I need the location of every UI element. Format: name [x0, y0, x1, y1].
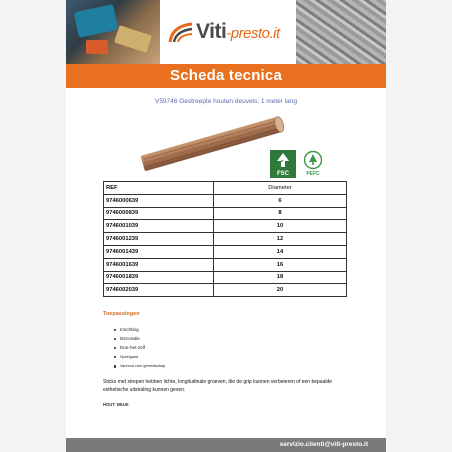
fsc-logo: FSC [270, 150, 296, 178]
tools-photo [66, 0, 160, 64]
list-item: Vanhout voor gereedschap [114, 362, 165, 371]
material-label: HOUT: BEUK [103, 402, 129, 407]
product-title: V59746 Gestreepte houten deuvels, 1 meter lang [154, 98, 297, 105]
table-row: 9746000639 6 [104, 194, 347, 207]
list-item: Inrichting [114, 325, 165, 334]
column-header-ref: REF [104, 182, 214, 195]
list-item: Doe-het-zelf [114, 343, 165, 352]
specification-table [103, 181, 347, 297]
header-photo-band [66, 0, 386, 64]
pefc-logo: PEFC [302, 150, 324, 178]
list-item: Speelgoed [114, 353, 165, 362]
applications-list [114, 325, 165, 371]
brand-logo [160, 0, 296, 64]
logo-text: Viti-presto.it [196, 20, 280, 43]
pefc-tree-icon [302, 150, 324, 170]
footer-bar [66, 438, 386, 452]
table-row: 9746001039 10 [104, 220, 347, 233]
table-row: 9746000839 8 [104, 207, 347, 220]
product-description: Sticks met strepen hebben lichte, longitudinale groeven, die de grip kunnen verbeteren of een bepaalde esthetische uitstraling kunnen geven. [103, 379, 333, 394]
table-row: 9746002039 20 [104, 284, 347, 297]
datasheet-page [66, 0, 386, 452]
list-item: Decoratie [114, 334, 165, 343]
logo-arc-icon [168, 22, 194, 44]
table-row: 9746001639 16 [104, 258, 347, 271]
tree-icon [275, 152, 291, 168]
title-banner [66, 64, 386, 88]
screws-photo [296, 0, 386, 64]
table-row: 9746001439 14 [104, 245, 347, 258]
table-row: 9746001839 18 [104, 271, 347, 284]
contact-email-link[interactable]: servizio.clienti@viti-presto.it [279, 441, 368, 448]
table-row: 9746001239 12 [104, 233, 347, 246]
applications-title: Toepassingen [103, 311, 140, 317]
table-header-row [104, 182, 347, 195]
banner-title: Scheda tecnica [169, 67, 283, 84]
column-header-diameter: Diameter [214, 182, 347, 195]
